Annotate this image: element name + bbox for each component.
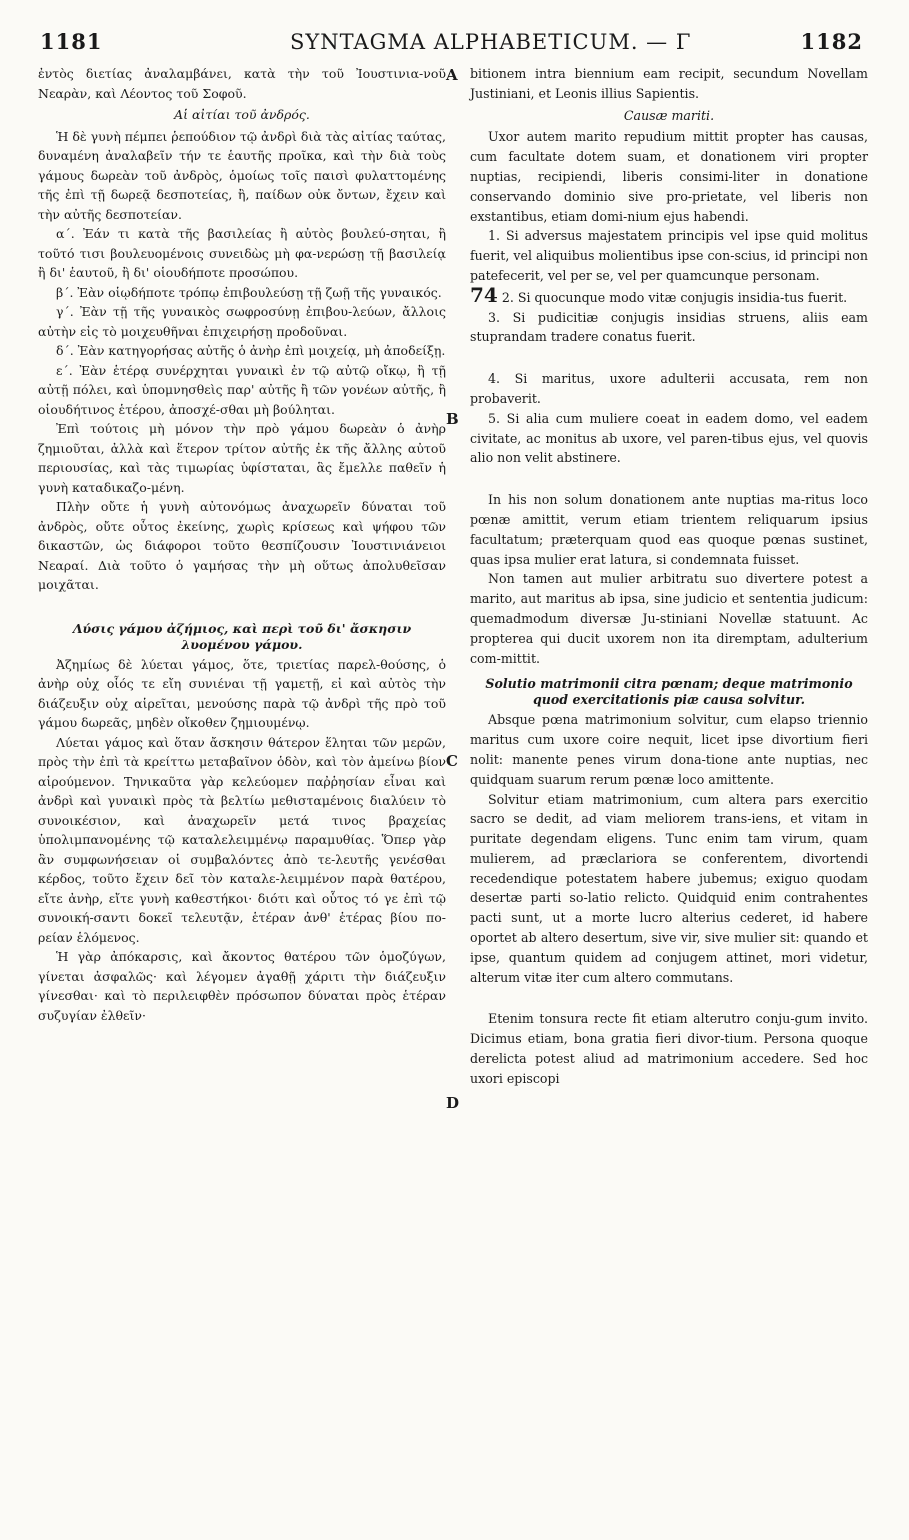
latin-column bbox=[470, 64, 868, 1089]
running-title: SYNTAGMA ALPHABETICUM. — Γ bbox=[290, 30, 692, 54]
page-number-right: 1182 bbox=[800, 29, 863, 54]
greek-paragraph: Ἀζημίως δὲ λύεται γάμος, ὅτε, τριετίας παρελ-θούσης, ὁ ἀνὴρ οὐχ οἷός τε εἴη συνιέναι τῇ γαμετῇ, εἰ καὶ αὐτὸς τὴν διάζευξιν οὐχ αἱρεῖται, μενούσης παρὰ τῷ ἀνδρὶ τῆς πρὸ τοῦ γάμου δωρεᾶς, μηδὲν οἴκοθεν ζημιουμένῳ. bbox=[38, 656, 446, 730]
section-marker-d: D bbox=[446, 1094, 460, 1112]
latin-paragraph-text: 2. Si quocunque modo vitæ conjugis insidia-tus fuerit. bbox=[501, 289, 848, 305]
greek-section-heading: Λύσις γάμου ἀζήμιος, καὶ περὶ τοῦ δι' ἄσκησιν λυομένου γάμου. bbox=[72, 620, 412, 652]
latin-paragraph: 1. Si adversus majestatem principis vel ipse quid molitus fuerit, vel aliquibus molientibus ipse con-scius, id principi non patefecerit, vel per se, vel per quamcunque personam. bbox=[470, 228, 868, 283]
latin-paragraph: 3. Si pudicitiæ conjugis insidias struens, aliis eam stuprandam tradere conatus fuerit. bbox=[470, 309, 868, 345]
greek-paragraph: α΄. Ἐάν τι κατὰ τῆς βασιλείας ἢ αὐτὸς βουλεύ-σηται, ἢ τοῦτό τισι βουλευομένοις συνειδὼς μὴ φα-νερώσῃ τῇ βασιλείᾳ ἢ δι' ἑαυτοῦ, ἢ δι' οἱουδήποτε προσώπου. bbox=[38, 226, 446, 280]
latin-paragraph: bitionem intra biennium eam recipit, secundum Novellam Justiniani, et Leonis illius Sapientis. bbox=[470, 66, 868, 101]
greek-paragraph: Πλὴν οὔτε ἡ γυνὴ αὐτονόμως ἀναχωρεῖν δύναται τοῦ ἀνδρὸς, οὔτε οὗτος ἐκείνης, χωρὶς κρίσεως καὶ ψήφου τῶν δικαστῶν, ὡς διάφοροι τοῦτο θεσπίζουσιν Ἰουστινιάνειοι Νεαραί. Διὰ τοῦτο ὁ γαμήσας τὴν μὴ οὕτως ἀπολυθεῖσαν μοιχᾶται. bbox=[38, 499, 446, 592]
latin-paragraph: In his non solum donationem ante nuptias ma-ritus loco pœnæ amittit, verum etiam trientem reliquarum ipsius facultatum; præterquam quod eas quoque pœnas sustinet, quas ipsa mulier erat latura, si condemnata fuisset. bbox=[470, 492, 868, 567]
latin-paragraph: 4. Si maritus, uxore adulterii accusata, rem non probaverit. bbox=[470, 371, 868, 406]
latin-paragraph: Uxor autem marito repudium mittit propter has causas, cum facultate dotem suam, et donationem viri propter nuptias, recipiendi, liberis consimi-liter in donatione conservando dominio sive pro-prietate, vel liberis non exstantibus, etiam domi-nium ejus habendi. bbox=[470, 129, 868, 224]
greek-paragraph: γ΄. Ἐὰν τῇ τῆς γυναικὸς σωφροσύνῃ ἐπιβου-λεύων, ἄλλοις αὐτὴν εἰς τὸ μοιχευθῆναι ἐπιχειρήσῃ προδοῦναι. bbox=[38, 304, 446, 339]
section-marker-a: A bbox=[446, 66, 458, 84]
greek-paragraph: Ἡ γὰρ ἀπόκαρσις, καὶ ἄκοντος θατέρου τῶν ὁμοζύγων, γίνεται ἀσφαλῶς· καὶ λέγομεν ἀγαθῇ χάριτι τὴν διάζευξιν γίνεσθαι· καὶ τὸ περιλειφθὲν πρόσωπον δύναται πρὸς ἑτέραν συζυγίαν ἐλθεῖν· bbox=[38, 949, 446, 1023]
latin-paragraph: 5. Si alia cum muliere coeat in eadem domo, vel eadem civitate, ac monitus ab uxore, vel paren-tibus ejus, vel quovis alio non velit abstinere. bbox=[470, 410, 868, 466]
greek-paragraph: ἐντὸς διετίας ἀναλαμβάνει, κατὰ τὴν τοῦ Ἰουστινια-νοῦ Νεαρὰν, καὶ Λέοντος τοῦ Σοφοῦ. bbox=[38, 66, 446, 101]
greek-paragraph: Ἐπὶ τούτοις μὴ μόνον τὴν πρὸ γάμου δωρεὰν ὁ ἀνὴρ ζημιοῦται, ἀλλὰ καὶ ἕτερον τρίτον αὐτῆς ἐκ τῆς ἄλλης αὐτοῦ περιουσίας, καὶ τὰς τιμωρίας ὑφίσταται, ἃς ἔμελλε παθεῖν ἡ γυνὴ καταδικαζο-μένη. bbox=[38, 421, 446, 495]
greek-paragraph: Ἡ δὲ γυνὴ πέμπει ῥεπούδιον τῷ ἀνδρὶ διὰ τὰς αἰτίας ταύτας, δυναμένη ἀναλαβεῖν τήν τε ἑαυτῆς προῖκα, καὶ τὴν διὰ τοὺς γάμους δωρεὰν τοῦ ἀνδρὸς, ὁμοίως τοῖς παισὶ φυλαττομένης τῆς ἐπὶ τῇ δωρεᾷ δεσποτείας, ἢ, παίδων οὐκ ὄντων, ἔχειν καὶ τὴν αὐτῆς δεσποτείαν. bbox=[38, 128, 446, 222]
latin-paragraph-numbered bbox=[470, 282, 868, 308]
latin-paragraph: Absque pœna matrimonium solvitur, cum elapso triennio maritus cum uxore coire nequit, licet ipse divortium fieri nolit: manente penes virum dona-tione ante nuptias, nec quidquam suarum rerum pœnæ loco amittente. bbox=[470, 712, 868, 787]
page-header bbox=[0, 0, 909, 60]
latin-subheading: Causæ mariti. bbox=[623, 107, 715, 123]
greek-subheading: Αἱ αἰτίαι τοῦ ἀνδρός. bbox=[174, 107, 310, 122]
latin-section-heading: Solutio matrimonii citra pœnam; deque matrimonio quod exercitationis piæ causa solvitur. bbox=[485, 676, 853, 708]
section-marker-c: C bbox=[446, 752, 458, 770]
latin-paragraph: Etenim tonsura recte fit etiam alterutro conju-gum invito. Dicimus etiam, bona gratia fieri divor-tium. Persona quoque derelicta potest aliud ad matrimonium accedere. Sed hoc uxori episcopi bbox=[470, 1011, 868, 1086]
section-marker-b: B bbox=[446, 410, 459, 428]
page-number-left: 1181 bbox=[40, 29, 103, 54]
latin-paragraph: Non tamen aut mulier arbitratu suo divertere potest a marito, aut maritus ab ipsa, sine judicio et sententia judicum: quemadmodum diversæ Ju-stiniani Novellæ statuunt. Ac propterea qui ducit uxorem non ita diremptam, adulterium com-mittit. bbox=[470, 571, 868, 666]
greek-paragraph: δ΄. Ἐὰν κατηγορήσας αὐτῆς ὁ ἀνὴρ ἐπὶ μοιχείᾳ, μὴ ἀποδείξῃ. bbox=[56, 343, 446, 358]
column-reference-number: 74 bbox=[470, 282, 498, 307]
greek-paragraph: Λύεται γάμος καὶ ὅταν ἄσκησιν θάτερον ἕληται τῶν μερῶν, πρὸς τὴν ἐπὶ τὰ κρείττω μεταβαῖνον ὁδὸν, καὶ τὸν ἀμείνω βίον αἱρούμενον. Τηνικαῦτα γὰρ κελεύομεν παῤῥησίαν εἶναι καὶ ἀνδρὶ καὶ γυναικὶ πρὸς τὰ βελτίω μεθισταμένοις διαλύειν τὸ συνοικέσιον, καὶ ἀναχωρεῖν μετά τινος βραχείας ὑπολιμπανομένης τῷ καταλελειμμένῳ παραμυθίας. Ὅπερ γὰρ ἂν συμφωνήσειαν οἱ συμβαλόντες ἀπὸ τε-λευτῆς γενέσθαι κέρδος, τοῦτο ἔχειν δεῖ τὸν καταλε-λειμμένον παρὰ θατέρου, εἴτε ἀνὴρ, εἴτε γυνὴ καθεστήκοι· διότι καὶ οὗτος τό γε ἐπὶ τῷ συνοική-σαντι δοκεῖ τελευτᾷν, ἑτέραν ἀνθ' ἑτέρας βίου πο-ρείαν ἑλόμενος. bbox=[38, 734, 446, 945]
latin-paragraph: Solvitur etiam matrimonium, cum altera pars exercitio sacro se dedit, ad viam meliorem trans-iens, et vitam in puritate degendam eligens. Tunc enim tam virum, quam mulierem, ad præclariora se conferentem, divortendi recedendique potestatem habere jubemus; exiguo quodam desertæ parti so-latio relicto. Quidquid enim contrahentes pacti sunt, ut a morte lucro alterius cederet, id habere oportet ab altero desertum, sive vir, sive mulier sit: quando et ipse, quantum quidem ad conjugem attinet, mori videtur, alterum vitæ iter cum altero commutans. bbox=[470, 791, 868, 985]
greek-column bbox=[38, 64, 446, 1025]
greek-paragraph: β΄. Ἐὰν οἱῳδήποτε τρόπῳ ἐπιβουλεύσῃ τῇ ζωῇ τῆς γυναικός. bbox=[56, 284, 442, 300]
greek-paragraph: ε΄. Ἐὰν ἑτέρᾳ συνέρχηται γυναικὶ ἐν τῷ αὐτῷ οἴκῳ, ἢ τῇ αὐτῇ πόλει, καὶ ὑπομνησθεὶς παρ' αὐτῆς ἢ τῶν γονέων αὐτῆς, ἢ οἱουδήτινος ἑτέρου, ἀποσχέ-σθαι μὴ βούληται. bbox=[38, 362, 446, 417]
